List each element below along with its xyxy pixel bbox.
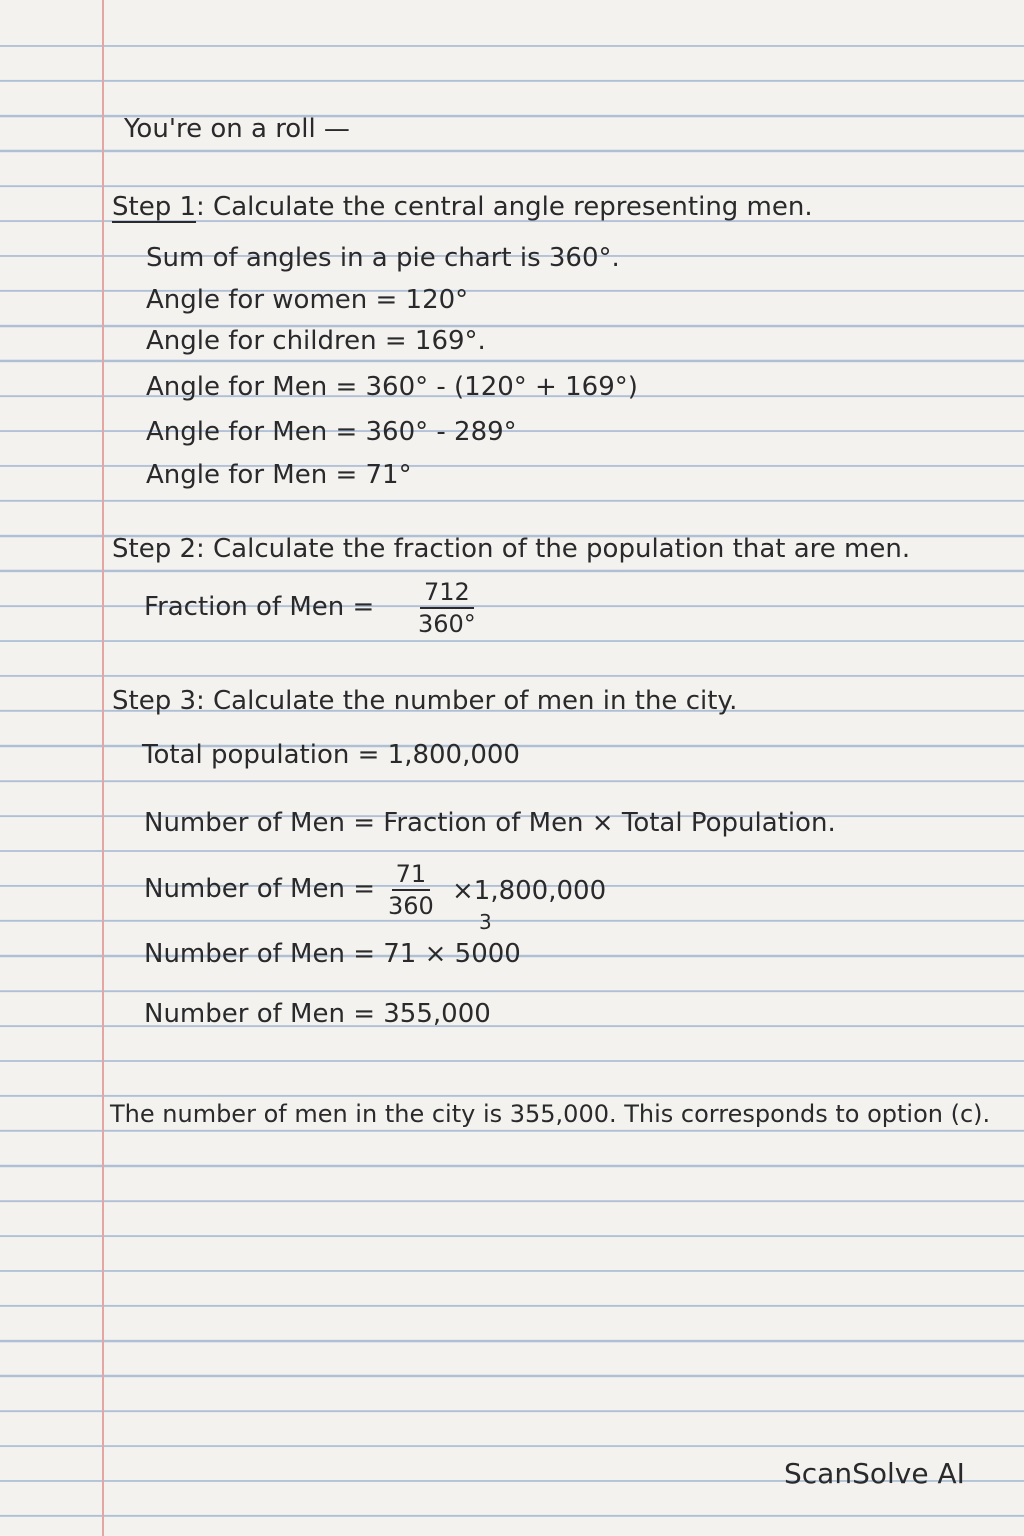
- total-population: Total population = 1,800,000: [142, 740, 520, 770]
- intro-text: You're on a roll —: [124, 114, 350, 144]
- brand-footer: ScanSolve AI: [784, 1457, 965, 1490]
- calc-fraction: [388, 862, 434, 918]
- formula-line: Number of Men = Fraction of Men × Total Population.: [144, 808, 836, 838]
- calc-line: Number of Men = 71 × 5000: [144, 939, 521, 969]
- step1-line: Angle for women = 120°: [146, 285, 469, 315]
- step1-line: Angle for children = 169°.: [146, 326, 486, 356]
- conclusion: The number of men in the city is 355,000. This corresponds to option (c).: [110, 1100, 991, 1128]
- margin-line: [102, 0, 104, 1536]
- calc-label: Number of Men =: [144, 874, 375, 904]
- step1-label: Step 1: [112, 192, 197, 222]
- calc-multiplier: ×1,800,000: [452, 876, 607, 906]
- calc-numerator: 71: [392, 862, 431, 891]
- fraction-of-men: [418, 580, 476, 636]
- calc-line: Number of Men = 355,000: [144, 999, 491, 1029]
- step1-line: Sum of angles in a pie chart is 360°.: [146, 243, 620, 273]
- step3-heading: Step 3: Calculate the number of men in the city.: [112, 686, 738, 716]
- fraction-denominator: 360°: [418, 610, 476, 638]
- fraction-numerator: 712: [420, 580, 474, 609]
- step1-line: Angle for Men = 71°: [146, 460, 412, 490]
- step1-line: Angle for Men = 360° - (120° + 169°): [146, 372, 638, 402]
- step1-line: Angle for Men = 360° - 289°: [146, 417, 517, 447]
- calc-note: 3: [479, 910, 492, 934]
- step2-heading: Step 2: Calculate the fraction of the population that are men.: [112, 534, 911, 564]
- fraction-label: Fraction of Men =: [144, 592, 375, 622]
- step1-title: : Calculate the central angle representing men.: [196, 192, 813, 222]
- calc-denominator: 360: [388, 892, 434, 920]
- step1-heading: [112, 194, 813, 220]
